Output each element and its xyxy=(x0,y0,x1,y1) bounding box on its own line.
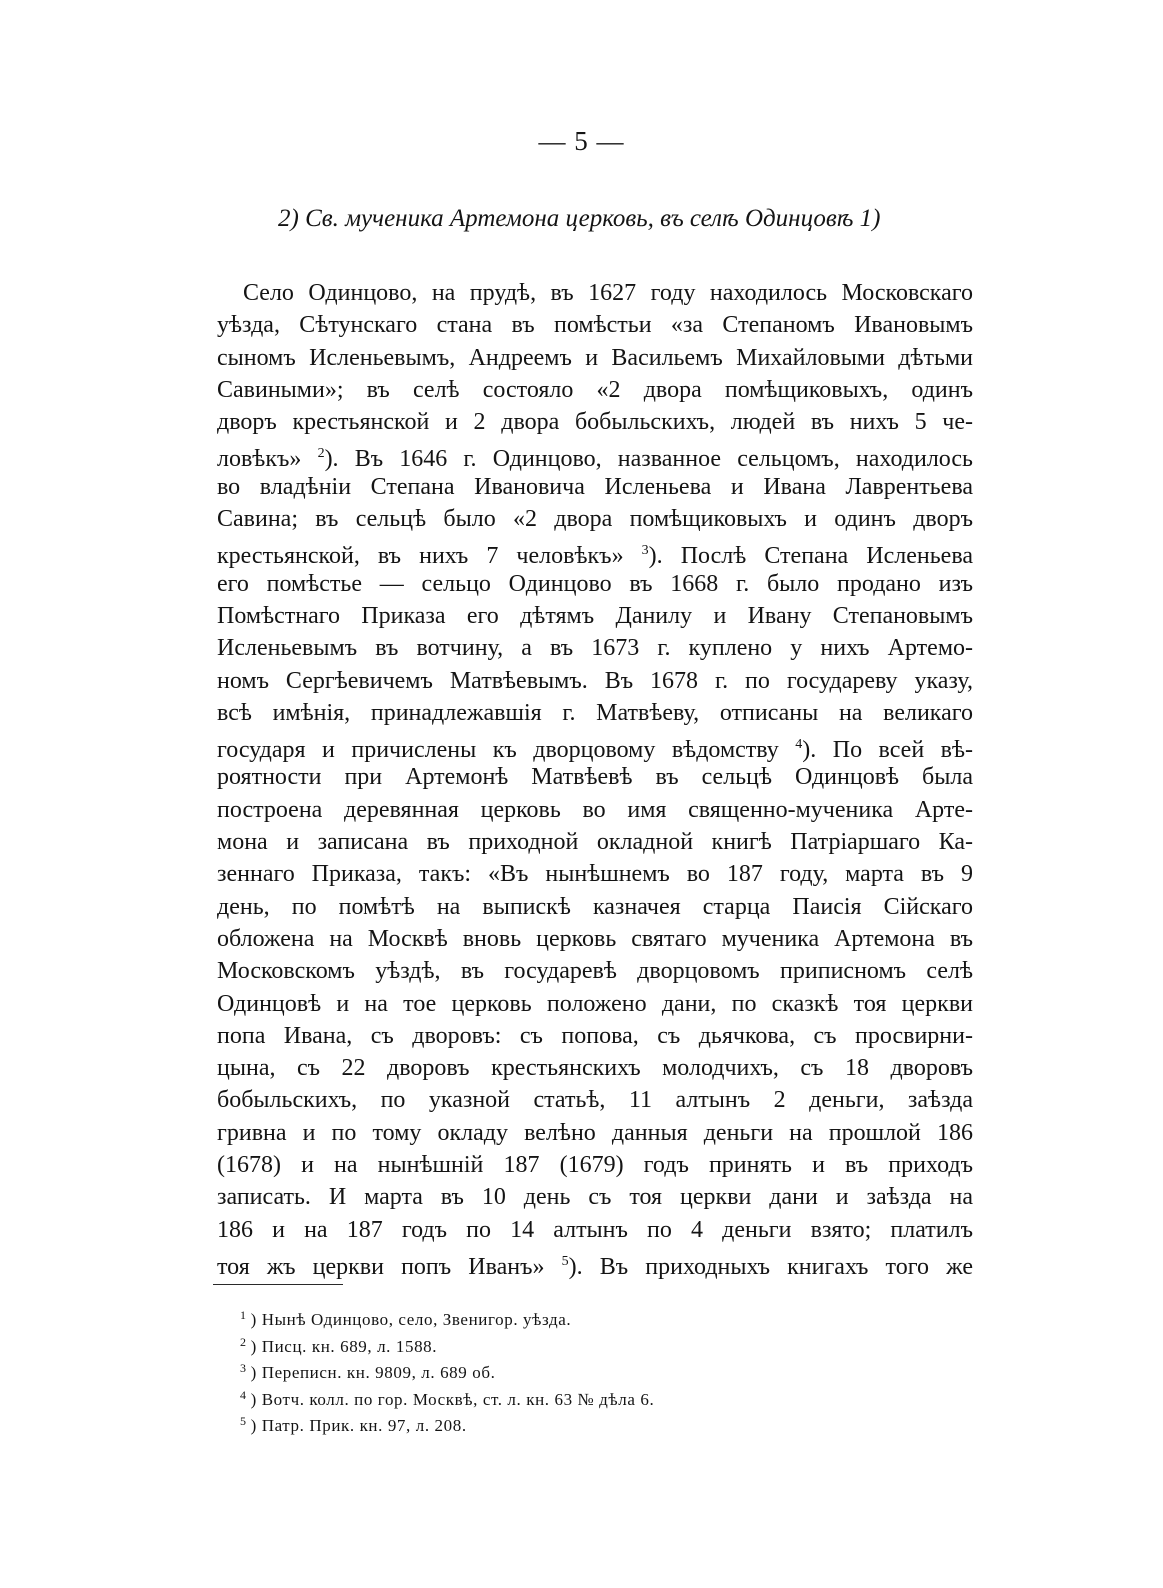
text-line: мона и записана въ приходной окладной книгѣ Патріаршаго Ка- xyxy=(217,829,973,856)
text-line: всѣ имѣнія, принадлежавшія г. Матвѣеву, отписаны на великаго xyxy=(217,699,973,726)
footnote-text: ) Нынѣ Одинцово, село, Звенигор. уѣзда. xyxy=(250,1310,572,1329)
text-line: построена деревянная церковь во имя священно-мученика Арте- xyxy=(217,796,973,823)
footnote-ref: 3 xyxy=(641,543,649,559)
text-line: Савиными»; въ селѣ состояло «2 двора помѣщиковыхъ, одинъ xyxy=(217,376,973,403)
text-line: крестьянской, въ нихъ 7 человѣкъ» $^3$). Послѣ Степана Исленьева xyxy=(217,543,973,570)
text-line: во владѣніи Степана Ивановича Исленьева и Ивана Лаврентьева xyxy=(217,473,973,500)
footnote-text: ) Вотч. колл. по гор. Москвѣ, ст. л. кн. 63 № дѣла 6. xyxy=(250,1389,655,1409)
text-line: Одинцовѣ и на тое церковь положено дани, по сказкѣ тоя церкви xyxy=(217,990,973,1017)
text-line: (1678) и на нынѣшній 187 (1679) годъ принять и въ приходъ xyxy=(217,1152,973,1179)
text-line: день, по помѣтѣ на выпискѣ казначея старца Паисія Сійскаго xyxy=(217,893,973,920)
footnote-mark: 5 xyxy=(240,1414,247,1428)
text-line: бобыльскихъ, по указной статьѣ, 11 алтынъ 2 деньги, заѣзда xyxy=(217,1087,973,1114)
text-line: записать. И марта въ 10 день съ тоя церкви дани и заѣзда на xyxy=(217,1184,973,1211)
text-line: дворъ крестьянской и 2 двора бобыльскихъ, людей въ нихъ 5 че- xyxy=(217,409,973,436)
text-line: попа Ивана, съ дворовъ: съ попова, съ дьячкова, съ просвирни- xyxy=(217,1022,973,1049)
footnote-ref: 2 xyxy=(317,446,325,462)
footnote-ref: 5 xyxy=(561,1253,569,1269)
footnote-text: ) Переписн. кн. 9809, л. 689 об. xyxy=(250,1363,496,1382)
page-number: — 5 — xyxy=(538,126,625,156)
text-line: Савина; въ сельцѣ было «2 двора помѣщиковыхъ и одинъ дворъ xyxy=(217,506,973,533)
text-line: обложена на Москвѣ вновь церковь святаго мученика Артемона въ xyxy=(217,925,973,952)
text-line: Московскомъ уѣздѣ, въ государевѣ дворцовомъ приписномъ селѣ xyxy=(217,958,973,985)
text-line: Помѣстнаго Приказа его дѣтямъ Данилу и Ивану Степановымъ xyxy=(217,602,973,629)
text-line: номъ Сергѣевичемъ Матвѣевымъ. Въ 1678 г. по государеву указу, xyxy=(217,667,973,694)
text-line: сыномъ Исленьевымъ, Андреемъ и Васильемъ Михайловыми дѣтьми xyxy=(217,344,973,371)
footnote xyxy=(240,1355,860,1382)
footnote-text: ) Патр. Прик. кн. 97, л. 208. xyxy=(250,1416,467,1435)
text-line: зеннаго Приказа, такъ: «Въ нынѣшнемъ во 187 году, марта въ 9 xyxy=(217,861,973,888)
text-line: государя и причислены къ дворцовому вѣдомству $^4$). По всей вѣ- xyxy=(217,737,974,764)
section-heading-text: 2) Св. мученика Артемона церковь, въ селѣ Одинцовѣ xyxy=(278,205,854,232)
footnote xyxy=(240,1382,860,1409)
footnote-separator xyxy=(213,1284,343,1285)
text-line: гривна и по тому окладу велѣно данныя деньги на прошлой 186 xyxy=(217,1119,973,1146)
text-line: цына, съ 22 дворовъ крестьянскихъ молодчихъ, съ 18 дворовъ xyxy=(217,1055,973,1082)
footnote-mark: 2 xyxy=(240,1334,247,1349)
footnote-text: ) Писц. кн. 689, л. 1588. xyxy=(250,1336,438,1356)
body-text xyxy=(217,277,973,1278)
text-line: 186 и на 187 годъ по 14 алтынъ по 4 деньги взято; платилъ xyxy=(217,1216,973,1243)
text-line: уѣзда, Сѣтунскаго стана въ помѣстьи «за Степаномъ Ивановымъ xyxy=(217,312,973,339)
text-line: Исленьевымъ въ вотчину, а въ 1673 г. куплено у нихъ Артемо- xyxy=(217,635,973,662)
footnote-mark: 1 xyxy=(240,1308,247,1322)
text-line: роятности при Артемонѣ Матвѣевѣ въ сельцѣ Одинцовѣ была xyxy=(217,764,973,791)
text-line: Село Одинцово, на прудѣ, въ 1627 году находилось Московскаго xyxy=(243,280,973,306)
text-line: ловѣкъ» $^2$). Въ 1646 г. Одинцово, названное сельцомъ, находилось xyxy=(217,446,973,473)
section-heading-note-ref: 1) xyxy=(859,205,881,232)
section-heading xyxy=(278,205,938,233)
text-line: тоя жъ церкви попъ Иванъ» $^5$). Въ приходныхъ книгахъ того же xyxy=(217,1253,974,1280)
footnotes xyxy=(240,1302,860,1435)
footnote xyxy=(240,1329,860,1356)
text-line: его помѣстье — сельцо Одинцово въ 1668 г. было продано изъ xyxy=(217,570,973,597)
footnote-mark: 3 xyxy=(240,1361,247,1375)
footnote xyxy=(240,1408,860,1435)
footnote-mark: 4 xyxy=(240,1387,247,1402)
footnote xyxy=(240,1302,860,1329)
footnote-ref: 4 xyxy=(795,737,803,753)
